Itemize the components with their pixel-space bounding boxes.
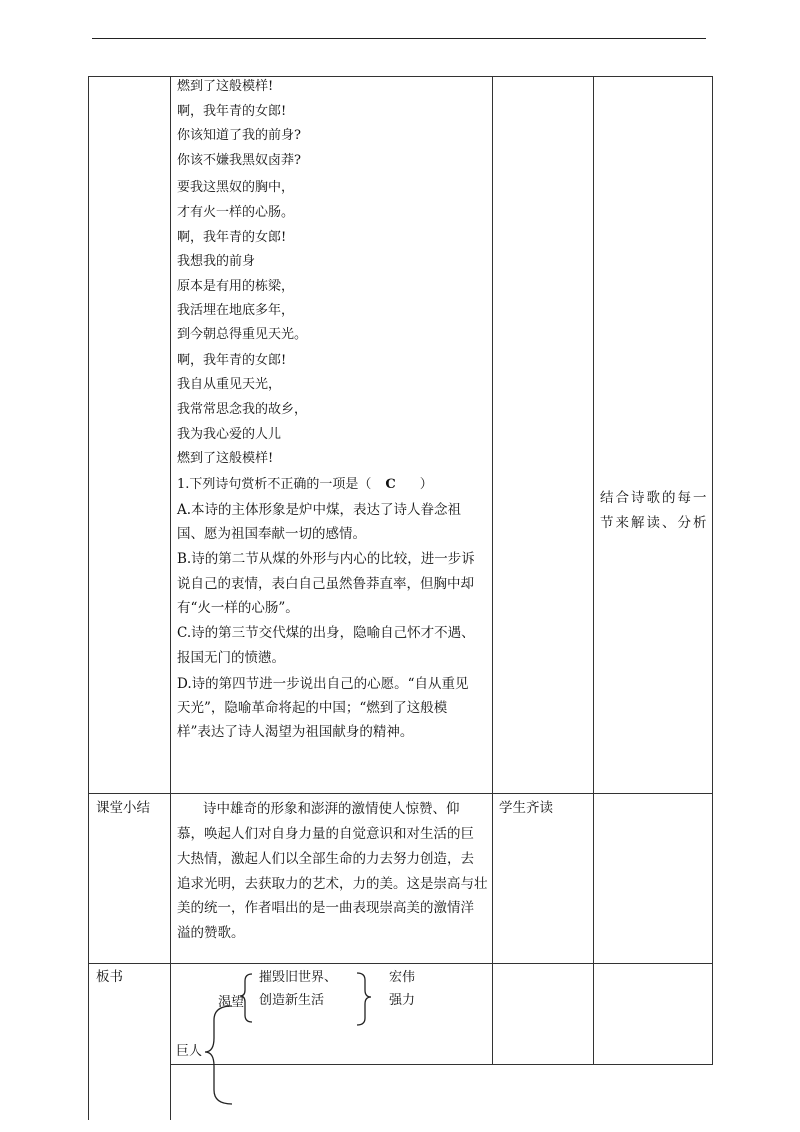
poem-line: 我想我的前身	[177, 254, 256, 269]
summary-line: 大热情，激起人们以全部生命的力去努力创造，去	[177, 851, 474, 867]
option-d-line: 样”表达了诗人渴望为祖国献身的精神。	[177, 724, 414, 740]
poem-line: 才有火一样的心肠。	[177, 205, 295, 220]
board-adj-2: 强力	[389, 993, 416, 1008]
poem-line: 你该不嫌我黑奴卤莽?	[177, 153, 301, 168]
poem-line: 你该知道了我的前身?	[177, 128, 301, 143]
board-adj-1: 宏伟	[389, 970, 416, 985]
summary-line: 诗中雄奇的形象和澎湃的激情使人惊赞、仰	[203, 801, 460, 817]
poem-line: 啊，我年青的女郎!	[177, 353, 287, 368]
question-close: ）	[419, 477, 433, 492]
poem-line: 我活埋在地底多年，	[177, 303, 295, 318]
summary-line: 溢的赞歌。	[177, 925, 245, 941]
poem-line: 燃到了这般模样!	[177, 79, 274, 94]
summary-line: 追求光明，去获取力的艺术，力的美。这是崇高与壮	[177, 876, 488, 892]
poem-line: 我常常思念我的故乡，	[177, 402, 308, 417]
option-b-line: B.诗的第二节从煤的外形与内心的比较，进一步诉	[177, 551, 475, 567]
poem-line: 燃到了这般模样!	[177, 451, 274, 466]
poem-line: 啊，我年青的女郎!	[177, 230, 287, 245]
left-brace-icon	[240, 974, 252, 1022]
option-a-line: 国、愿为祖国奉献一切的感情。	[177, 526, 366, 542]
question-answer: C	[385, 477, 396, 492]
student-activity: 学生齐读	[499, 800, 553, 816]
board-kewang: 渴望	[218, 995, 245, 1010]
poem-line: 要我这黑奴的胸中，	[177, 180, 295, 195]
right-brace-icon	[357, 973, 371, 1025]
poem-line: 我为我心爱的人儿	[177, 427, 282, 442]
option-c-line: 报国无门的愤懑。	[177, 650, 285, 666]
board-label: 板书	[96, 969, 123, 985]
option-a-line: A.本诗的主体形象是炉中煤，表达了诗人眷念祖	[177, 502, 462, 518]
poem-line: 我自从重见天光，	[177, 377, 282, 392]
question-text: 1.下列诗句赏析不正确的一项是（	[177, 477, 372, 492]
poem-line: 啊，我年青的女郎!	[177, 104, 287, 119]
option-b-line: 说自己的衷情，表白自己虽然鲁莽直率，但胸中却	[177, 576, 474, 592]
note-line: 节来解读、分析	[600, 515, 709, 531]
summary-line: 慕，唤起人们对自身力量的自觉意识和对生活的巨	[177, 826, 474, 842]
summary-label: 课堂小结	[96, 800, 150, 816]
board-juren: 巨人	[176, 1044, 203, 1059]
board-item-1: 摧毁旧世界、	[259, 970, 338, 985]
poem-line: 原本是有用的栋梁，	[177, 279, 295, 294]
option-d-line: D.诗的第四节进一步说出自己的心愿。“自从重见	[177, 676, 469, 692]
note-line: 结合诗歌的每一	[600, 490, 709, 506]
summary-line: 美的统一，作者唱出的是一曲表现崇高美的激情洋	[177, 900, 474, 916]
big-brace-icon	[205, 1006, 232, 1104]
board-item-2: 创造新生活	[259, 993, 325, 1008]
poem-line: 到今朝总得重见天光。	[177, 327, 308, 342]
option-d-line: 天光”，隐喻革命将起的中国；“燃到了这般模	[177, 700, 448, 716]
option-b-line: 有“火一样的心肠”。	[177, 600, 299, 616]
option-c-line: C.诗的第三节交代煤的出身，隐喻自己怀才不遇、	[177, 625, 475, 641]
